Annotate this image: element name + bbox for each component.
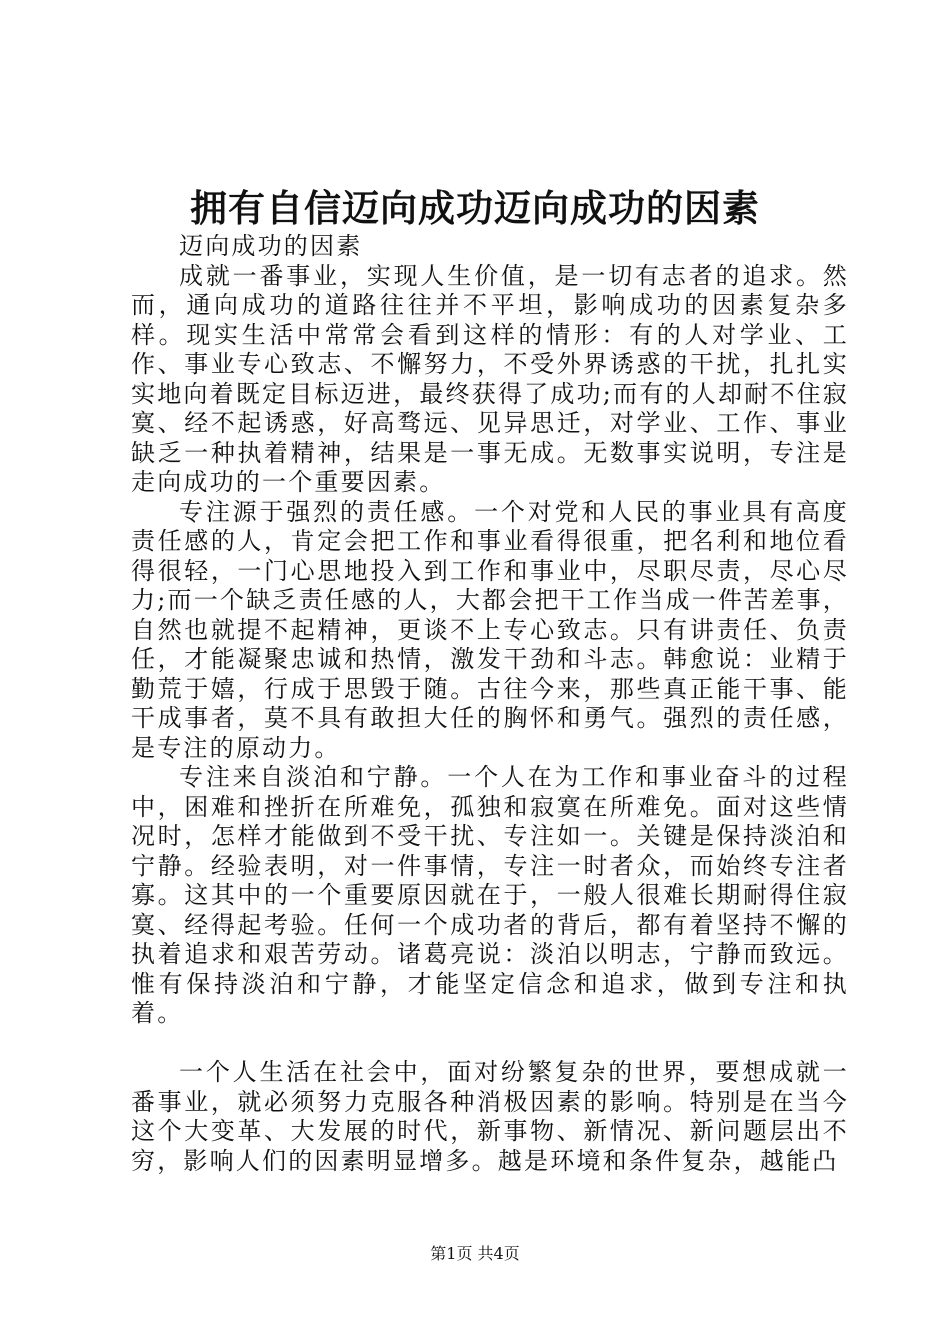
paragraph-spacer [131,1029,849,1059]
paragraph: 一个人生活在社会中，面对纷繁复杂的世界，要想成就一番事业，就必须努力克服各种消极因素的影响。特别是在当今这个大变革、大发展的时代，新事物、新情况、新问题层出不穷，影响人们的因素明显增多。越是环境和条件复杂，越能凸 [131,1058,849,1175]
document-subtitle: 迈向成功的因素 [179,232,363,260]
paragraph: 成就一番事业，实现人生价值，是一切有志者的追求。然而，通向成功的道路往往并不平坦，影响成功的因素复杂多样。现实生活中常常会看到这样的情形：有的人对学业、工作、事业专心致志、不懈努力，不受外界诱惑的干扰，扎扎实实地向着既定目标迈进，最终获得了成功;而有的人却耐不住寂寞、经不起诱惑，好高骛远、见异思迁，对学业、工作、事业缺乏一种执着精神，结果是一事无成。无数事实说明，专注是走向成功的一个重要因素。 [131,261,849,496]
paragraph: 专注来自淡泊和宁静。一个人在为工作和事业奋斗的过程中，困难和挫折在所难免，孤独和寂寞在所难免。面对这些情况时，怎样才能做到不受干扰、专注如一。关键是保持淡泊和宁静。经验表明，对一件事情，专注一时者众，而始终专注者寡。这其中的一个重要原因就在于，一般人很难长期耐得住寂寞、经得起考验。任何一个成功者的背后，都有着坚持不懈的执着追求和艰苦劳动。诸葛亮说：淡泊以明志，宁静而致远。惟有保持淡泊和宁静，才能坚定信念和追求，做到专注和执着。 [131,763,849,1027]
document-title: 拥有自信迈向成功迈向成功的因素 [190,186,760,230]
document-body [131,232,849,1176]
page-number-footer: 第1页 共4页 [430,1244,520,1263]
paragraph: 专注源于强烈的责任感。一个对党和人民的事业具有高度责任感的人，肯定会把工作和事业看得很重，把名利和地位看得很轻，一门心思地投入到工作和事业中，尽职尽责，尽心尽力;而一个缺乏责任感的人，大都会把干工作当成一件苦差事，自然也就提不起精神，更谈不上专心致志。只有讲责任、负责任，才能凝聚忠诚和热情，激发干劲和斗志。韩愈说：业精于勤荒于嬉，行成于思毁于随。古往今来，那些真正能干事、能干成事者，莫不具有敢担大任的胸怀和勇气。强烈的责任感，是专注的原动力。 [131,497,849,762]
